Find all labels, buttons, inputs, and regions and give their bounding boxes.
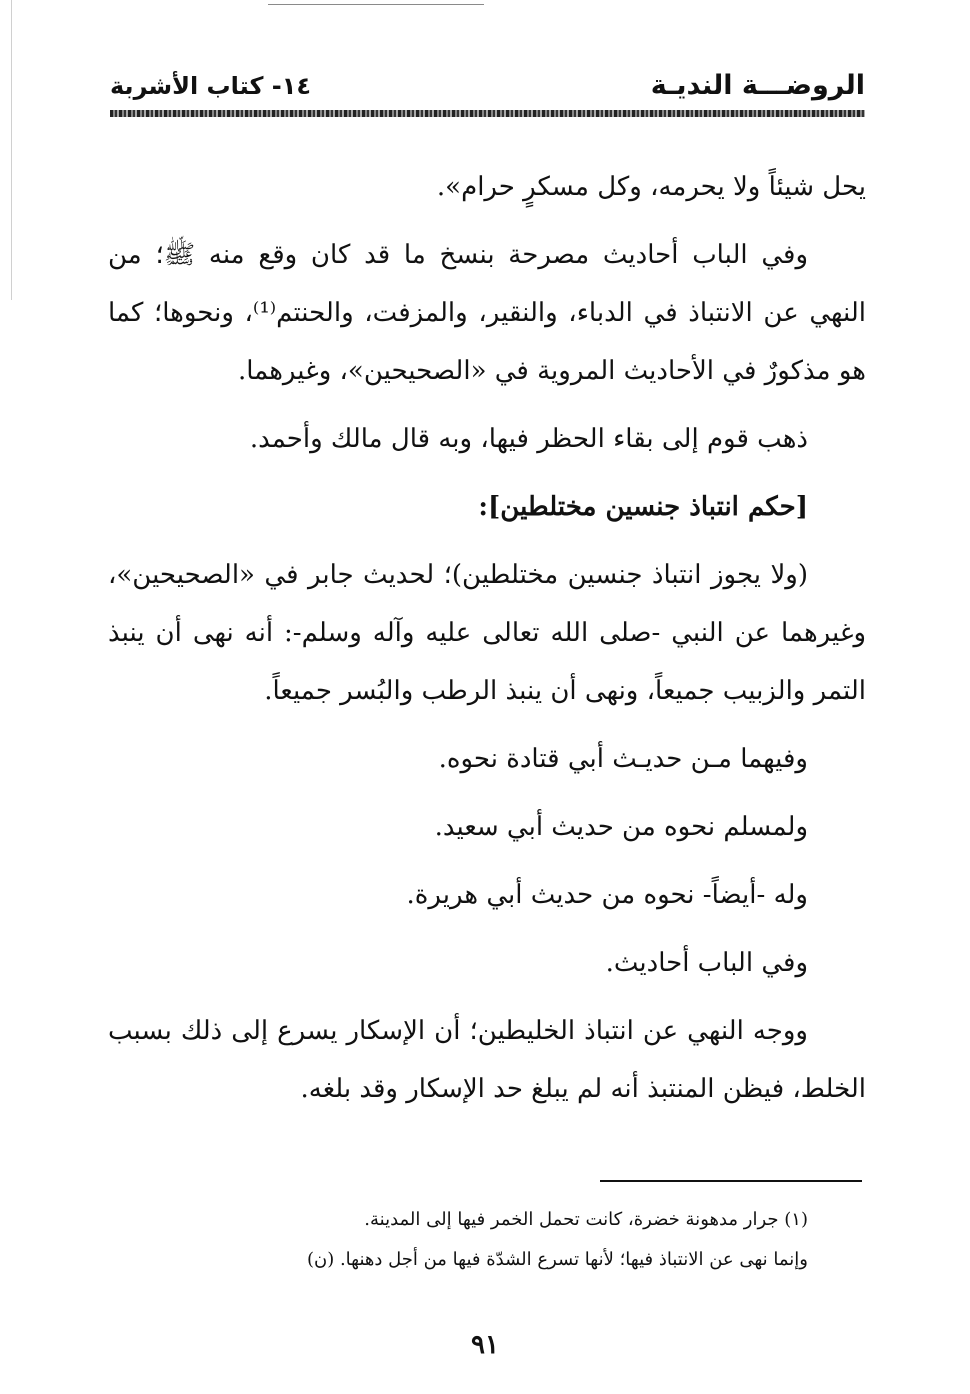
section-heading: [حكم انتباذ جنسين مختلطين]: (478, 492, 808, 522)
page-number: ٩١ (471, 1330, 499, 1360)
footnote: وإنما نهى عن الانتباذ فيها؛ لأنها تسرع الشدّة فيها من أجل دهنها. (ن) (306, 1249, 808, 1270)
footnote: (١) جرار مدهونة خضرة، كانت تحمل الخمر فيها إلى المدينة. (364, 1209, 808, 1230)
paragraph: ووجه النهي عن انتباذ الخليطين؛ أن الإسكار يسرع إلى ذلك بسبب الخلط، فيظن المنتبذ أنه لم يبلغ حد الإسكار وقد بلغه. (108, 1016, 866, 1104)
paragraph: وفي الباب أحاديث. (605, 948, 808, 978)
paragraph: ذهب قوم إلى بقاء الحظر فيها، وبه قال مالك وأحمد. (249, 424, 808, 454)
scan-artifact-margin (11, 0, 12, 300)
page-header (110, 60, 865, 120)
footnote-divider (600, 1180, 862, 1182)
paragraph: ولمسلم نحوه من حديث أبي سعيد. (434, 812, 808, 842)
footnotes (108, 1200, 866, 1280)
main-text (108, 158, 866, 1128)
chapter-title: ١٤- كتاب الأشربة (110, 72, 312, 100)
paragraph: (ولا يجوز انتباذ جنسين مختلطين)؛ لحديث جابر في «الصحيحين»، وغيرهما عن النبي -صلى الله تعالى عليه وآله وسلم-: أنه نهى أن ينبذ التمر والزبيب جميعاً، ونهى أن ينبذ الرطب والبُسر جميعاً. (108, 560, 866, 706)
book-title: الروضـــة النديـة (650, 70, 865, 101)
paragraph: وله -أيضاً- نحوه من حديث أبي هريرة. (406, 880, 808, 910)
paragraph: يحل شيئاً ولا يحرمه، وكل مسكرٍ حرام». (436, 172, 866, 202)
header-divider (110, 110, 865, 117)
paragraph: وفي الباب أحاديث مصرحة بنسخ ما قد كان وقع منه ﷺ؛ من النهي عن الانتباذ في الدباء، والنقير، والمزفت، والحنتم⁽¹⁾، ونحوها؛ كما هو مذكورٌ في الأحاديث المروية في «الصحيحين»، وغيرهما. (108, 240, 867, 386)
paragraph: وفيهما مـن حديـث أبي قتادة نحوه. (438, 744, 808, 774)
scan-artifact-line (268, 4, 484, 5)
